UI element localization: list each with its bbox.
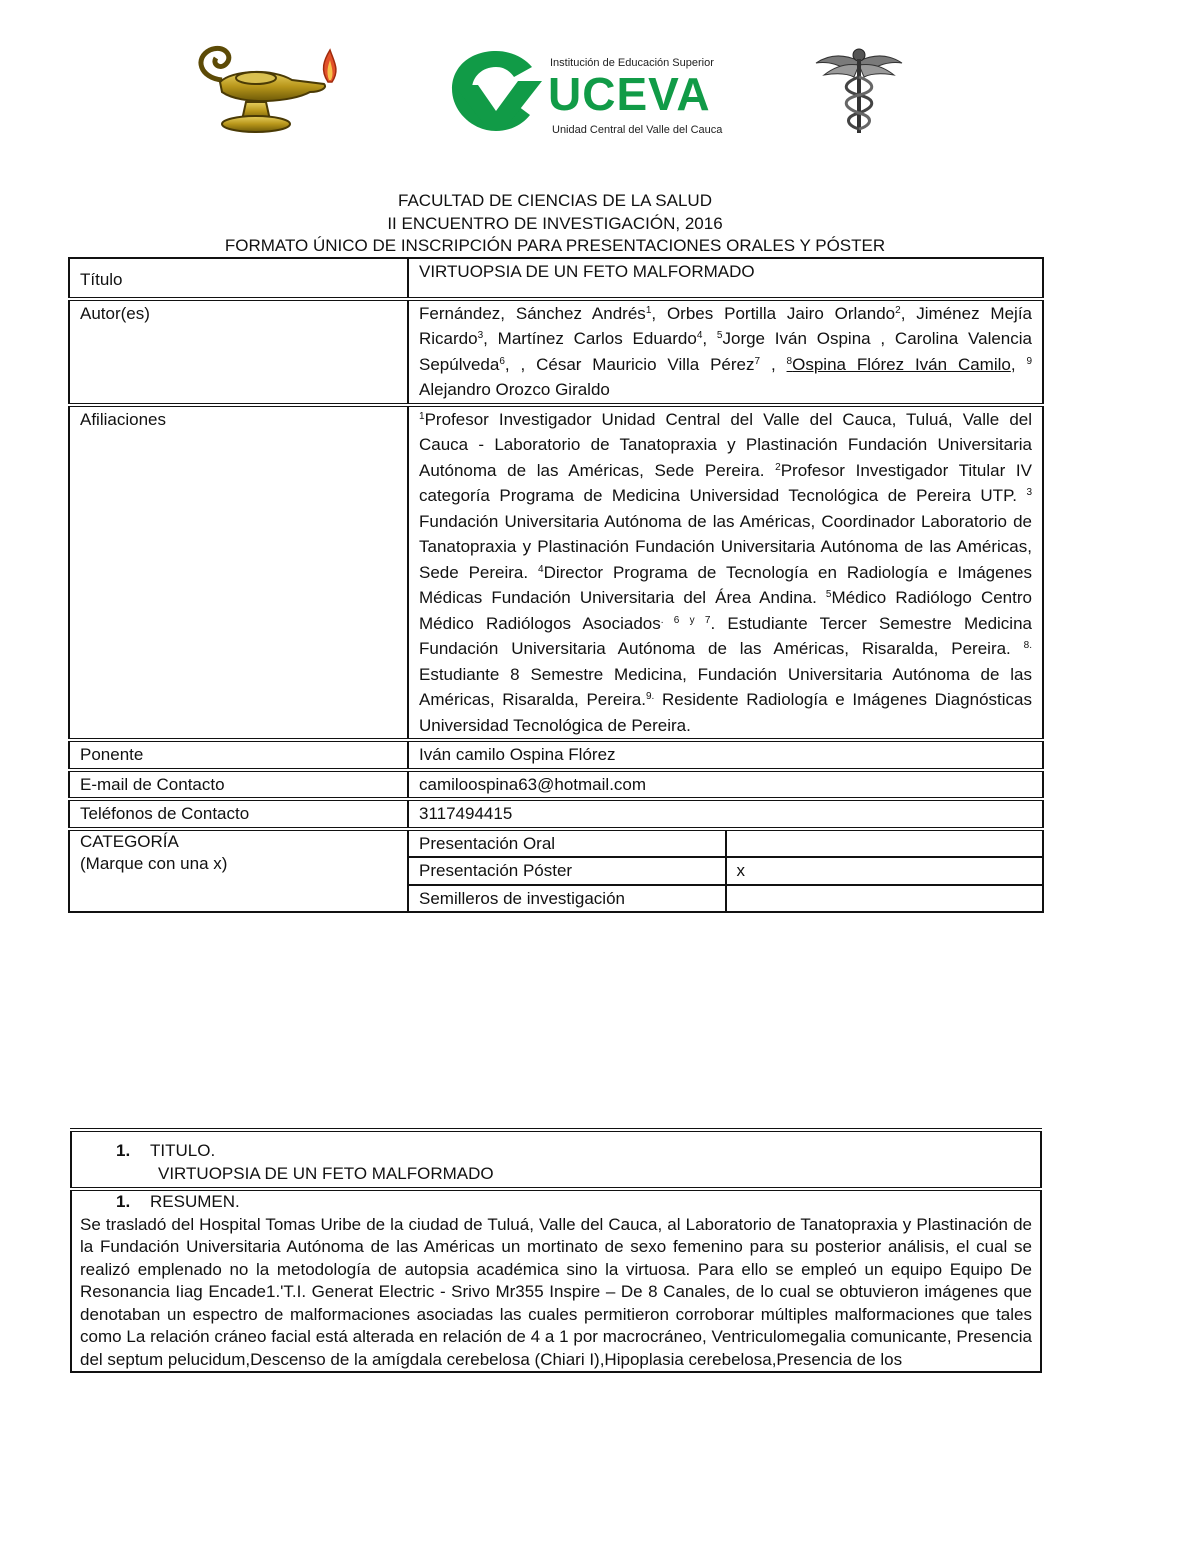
uceva-logo — [448, 45, 748, 140]
titulo-label: Título — [69, 258, 408, 299]
autores-value: Fernández, Sánchez Andrés$^1$, Orbes Portilla Jairo Orlando$^2$, Jiménez Mejía Ricardo$^3$, Martínez Carlos Eduardo$^4$, $^5$Jorge Iván Ospina , Carolina Valencia Sepúlveda$^6$, , César Mauricio Villa Pérez$^7$ , $^8$Ospina Flórez Iván Camilo, $^9$ Alejandro Orozco Giraldo — [408, 299, 1043, 405]
section-resumen — [71, 1189, 1041, 1372]
titulo-value: VIRTUOPSIA DE UN FETO MALFORMADO — [408, 258, 1043, 299]
header-form-title: FORMATO ÚNICO DE INSCRIPCIÓN PARA PRESENTACIONES ORALES Y PÓSTER — [224, 236, 886, 255]
row-titulo — [69, 258, 1043, 299]
categoria-label-cell — [69, 829, 408, 913]
email-label: E-mail de Contacto — [69, 770, 408, 800]
uceva-bottom-text: Unidad Central del Valle del Cauca — [552, 124, 723, 136]
uceva-top-text: Institución de Educación Superior — [550, 57, 714, 69]
option-mark — [726, 829, 1044, 858]
section-resumen-text: Se trasladó del Hospital Tomas Uribe de la ciudad de Tuluá, Valle del Cauca, al Laboratorio de Tanatopraxia y Plastinación de la Fundación Universitaria Autónoma de las Américas un mortinato de sexo femenino para su posterior análisis, el cual se realizó emplenado no la metodología de autopsia académica sino la virtuosa. Para ello se empleó un equipo Equipo De Resonancia Iiag Encade1.'T.I. Generat Electric - Srivo Mr355 Inspire – De 8 Canales, de lo cual se obtuvieron imágenes que denotaban un espectro de malformaciones asociadas las cuales permitieron corroborar múltiples malformaciones que tales como La relación cráneo facial está alterada en relación de 4 a 1 por macrocráneo, Ventriculomegalia comunicante, Presencia del septum pelucidum,Descenso de la amígdala cerebelosa (Chiari I),Hipoplasia cerebelosa,Presencia de los — [80, 1214, 1032, 1369]
section-heading: TITULO. — [150, 1141, 216, 1160]
row-autores — [69, 299, 1043, 405]
ponente-value: Iván camilo Ospina Flórez — [408, 740, 1043, 770]
autores-label: Autor(es) — [69, 299, 408, 405]
uceva-emblem-icon — [448, 45, 544, 137]
section-number: 1. — [116, 1192, 131, 1211]
header-event: II ENCUENTRO DE INVESTIGACIÓN, 2016 — [387, 213, 723, 233]
row-telefonos — [69, 799, 1043, 829]
option-mark: x — [726, 857, 1044, 885]
afiliaciones-value: $^1$Profesor Investigador Unidad Central del Valle del Cauca, Tuluá, Valle del Cauca - Laboratorio de Tanatopraxia y Plastinación Fundación Universitaria Autónoma de las Américas, Sede Pereira. $^2$Profesor Investigador Titular IV categoría Programa de Medicina Universidad Tecnológica de Pereira UTP. $^3$ Fundación Universitaria Autónoma de las Américas, Coordinador Laboratorio de Tanatopraxia y Plastinación Fundación Universitaria Autónoma de las Américas, Sede Pereira. $^4$Director Programa de Tecnología en Radiología e Imágenes Médicas Fundación Universitaria del Área Andina. $^5$Médico Radiólogo Centro Médico Radiólogos Asociados$^{. 6 y 7}$. Estudiante Tercer Semestre Medicina Fundación Universitaria Autónoma de las Américas, Risaralda, Pereira. $^{8.}$ Estudiante 8 Semestre Medicina, Fundación Universitaria Autónoma de las Américas, Risaralda, Pereira.$^{9.}$ Residente Radiología e Imágenes Diagnósticas Universidad Tecnológica de Pereira. — [408, 405, 1043, 741]
row-afiliaciones — [69, 405, 1043, 741]
option-mark — [726, 885, 1044, 913]
section-titulo-cell — [71, 1130, 1041, 1189]
header-faculty: FACULTAD DE CIENCIAS DE LA SALUD — [398, 191, 712, 210]
row-ponente — [69, 740, 1043, 770]
caduceus-icon — [812, 43, 906, 138]
oil-lamp-icon — [192, 40, 342, 136]
section-number: 1. — [116, 1141, 131, 1160]
uceva-name: UCEVA — [548, 68, 711, 120]
registration-form — [68, 257, 1044, 913]
telefonos-value: 3117494415 — [408, 799, 1043, 829]
row-categoria-oral — [69, 829, 1043, 858]
option-label: Presentación Póster — [408, 857, 726, 885]
section-heading: RESUMEN. — [150, 1192, 240, 1211]
email-value: camiloospina63@hotmail.com — [408, 770, 1043, 800]
afiliaciones-label: Afiliaciones — [69, 405, 408, 741]
categoria-label: CATEGORÍA — [80, 831, 179, 851]
document-header — [70, 190, 1040, 258]
section-titulo-text: VIRTUOPSIA DE UN FETO MALFORMADO — [158, 1163, 494, 1183]
categoria-note: (Marque con una x) — [80, 853, 228, 873]
section-resumen-cell — [71, 1189, 1041, 1372]
ponente-label: Ponente — [69, 740, 408, 770]
telefonos-label: Teléfonos de Contacto — [69, 799, 408, 829]
row-email — [69, 770, 1043, 800]
section-titulo — [71, 1130, 1041, 1189]
option-label: Semilleros de investigación — [408, 885, 726, 913]
logo-bar — [0, 40, 1200, 140]
option-label: Presentación Oral — [408, 829, 726, 858]
sections-table — [70, 1128, 1042, 1373]
